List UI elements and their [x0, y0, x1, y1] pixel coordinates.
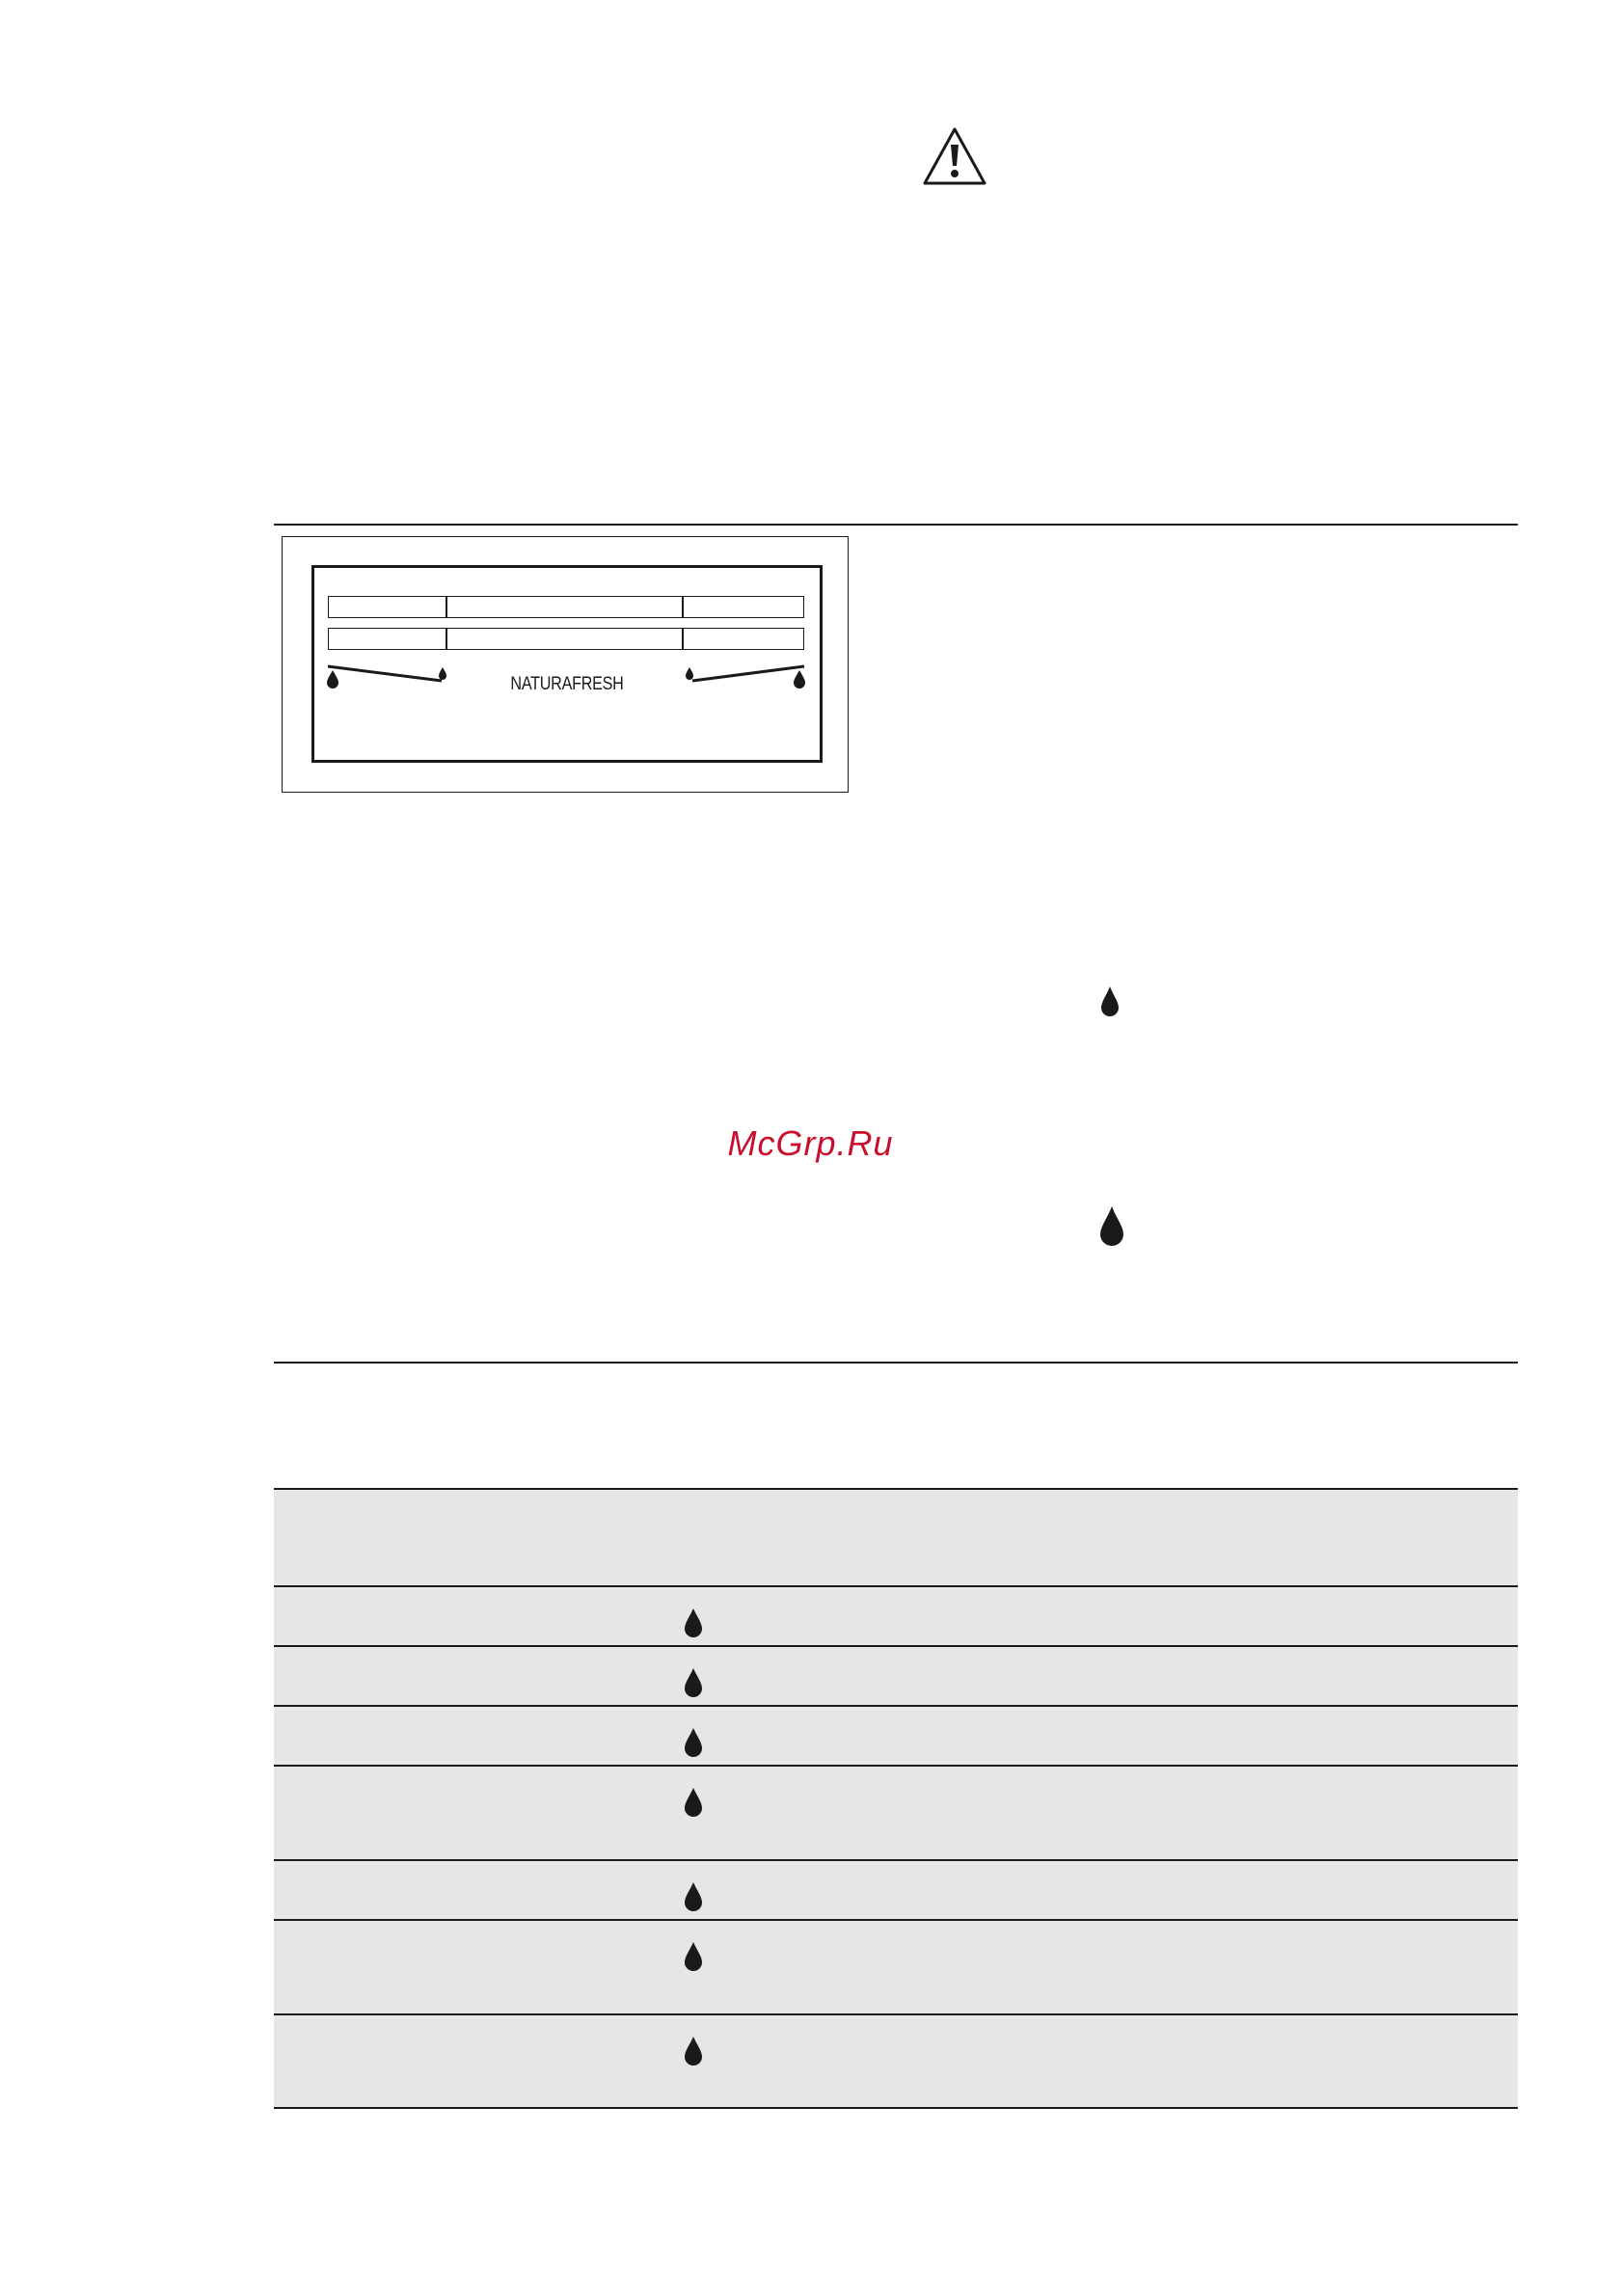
water-drop-icon [683, 1941, 704, 1972]
table-row [274, 1645, 1518, 1705]
table-header-row [274, 1488, 1518, 1585]
humidity-scale-marks [314, 568, 820, 760]
table-row [274, 1919, 1518, 2013]
warning-triangle-icon [921, 125, 988, 187]
section-divider-middle [274, 1362, 1518, 1364]
brand-label: NATURAFRESH [510, 674, 624, 694]
water-drop-icon [683, 2036, 704, 2066]
table-row [274, 2013, 1518, 2109]
water-drop-icon [683, 1667, 704, 1698]
water-drop-icon [1098, 1205, 1125, 1248]
humidity-control-illustration [282, 536, 849, 793]
table-row [274, 1765, 1518, 1859]
water-drop-icon [1099, 986, 1121, 1018]
table-row [274, 1585, 1518, 1645]
water-drop-icon [683, 1727, 704, 1758]
watermark-text: McGrp.Ru [727, 1123, 894, 1163]
section-divider-top [274, 524, 1518, 526]
table-row [274, 1859, 1518, 1919]
drawer-front-panel [311, 565, 823, 763]
table-row [274, 1705, 1518, 1765]
water-drop-icon [683, 1787, 704, 1818]
water-drop-icon [683, 1881, 704, 1912]
water-drop-icon [683, 1607, 704, 1638]
